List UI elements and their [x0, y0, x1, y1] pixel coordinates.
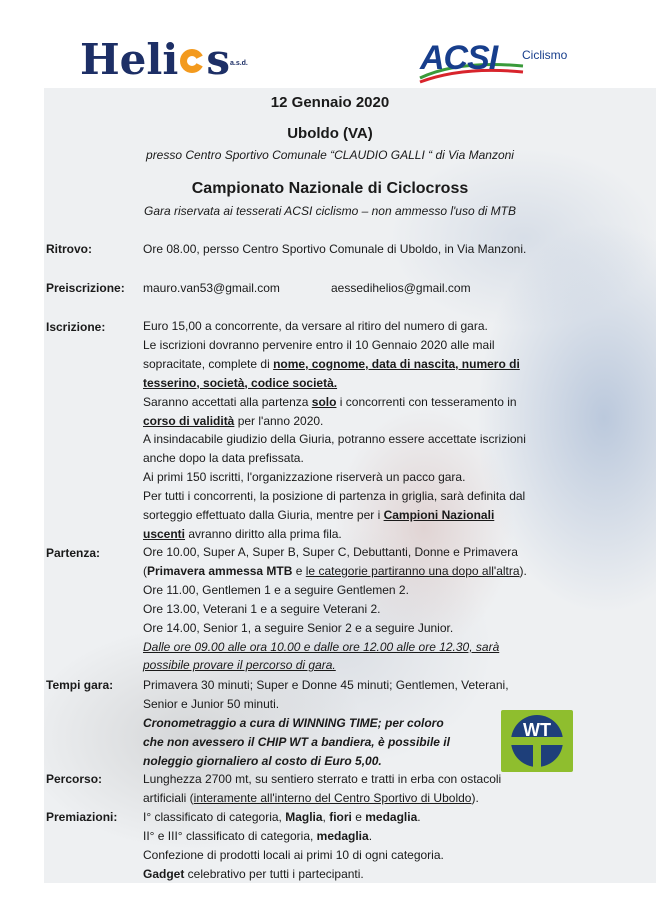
winning-time-icon — [501, 710, 573, 772]
premiazioni-line: Confezione di prodotti locali ai primi 10 di ogni categoria. — [143, 847, 444, 862]
preiscrizione-email-2: aessedihelios@gmail.com — [331, 281, 471, 295]
text-span: ). — [519, 563, 527, 578]
wt-logo-text: WT — [523, 720, 551, 740]
iscrizione-line: A insindacabile giudizio della Giuria, potranno essere accettate iscrizioni — [143, 432, 526, 447]
iscrizione-line: Le iscrizioni dovranno pervenire entro il 10 Gennaio 2020 alle mail — [143, 337, 495, 352]
iscrizione-line: Ai primi 150 iscritti, l'organizzazione riserverà un pacco gara. — [143, 470, 466, 485]
percorso-text — [143, 770, 501, 808]
premiazioni-line — [143, 865, 444, 884]
iscrizione-text — [143, 317, 526, 544]
premiazioni-label: Premiazioni: — [46, 810, 118, 824]
emphasis-text: corso di validità — [143, 413, 235, 428]
winning-time-logo — [501, 710, 573, 772]
emphasis-text: Gadget — [143, 866, 185, 881]
iscrizione-line — [143, 525, 526, 544]
timing-note: che non avessero il CHIP WT a bandiera, è possibile il — [143, 734, 450, 749]
iscrizione-line: anche dopo la data prefissata. — [143, 451, 304, 466]
helios-logo — [80, 35, 248, 84]
acsi-logo-text: ACSI — [420, 39, 498, 77]
event-place: Uboldo (VA) — [287, 125, 373, 142]
text-span: sorteggio effettuato dalla Giuria, mentre per i — [143, 508, 384, 523]
text-span: celebrativo per tutti i partecipanti. — [184, 866, 364, 881]
text-span: , — [322, 810, 330, 824]
percorso-line — [143, 789, 501, 808]
text-span: per l'anno 2020. — [234, 413, 324, 428]
text-span: . — [417, 810, 421, 824]
event-note: Gara riservata ai tesserati ACSI ciclismo – non ammesso l'uso di MTB — [144, 204, 516, 218]
text-span: artificiali ( — [143, 790, 194, 805]
event-venue: presso Centro Sportivo Comunale “CLAUDIO GALLI “ di Via Manzoni — [146, 148, 514, 162]
practice-note-2: possibile provare il percorso di gara. — [143, 658, 336, 673]
emphasis-text: medaglia — [365, 810, 418, 824]
underlined-text: le categorie partiranno una dopo all'altra — [305, 563, 520, 578]
text-span: avranno diritto alla prima fila. — [185, 526, 342, 541]
partenza-text — [143, 543, 527, 675]
required-fields-text-2: tesserino, società, codice società. — [143, 375, 338, 390]
text-span: II° e III° classificato di categoria, — [143, 828, 317, 843]
partenza-line: Ore 11.00, Gentlemen 1 e a seguire Gentlemen 2. — [143, 582, 409, 597]
iscrizione-line — [143, 412, 526, 431]
preiscrizione-label: Preiscrizione: — [46, 281, 125, 295]
ritrovo-text: Ore 08.00, persso Centro Sportivo Comunale di Uboldo, in Via Manzoni. — [143, 242, 527, 256]
percorso-label: Percorso: — [46, 772, 103, 786]
practice-note: Dalle ore 09.00 alle ora 10.00 e dalle ore 12.00 alle ore 12.30, sarà — [143, 639, 500, 654]
partenza-line: Ore 14.00, Senior 1, a seguire Senior 2 e a seguire Junior. — [143, 620, 454, 635]
iscrizione-line — [143, 393, 526, 412]
emphasis-text: solo — [311, 394, 337, 409]
tempi-line: Primavera 30 minuti; Super e Donne 45 minuti; Gentlemen, Veterani, — [143, 678, 509, 692]
partenza-label: Partenza: — [46, 546, 101, 560]
event-date: 12 Gennaio 2020 — [270, 94, 390, 111]
emphasis-text: Campioni Nazionali — [383, 508, 495, 523]
timing-note: noleggio giornaliero al costo di Euro 5,00. — [143, 753, 382, 768]
premiazioni-line — [143, 827, 444, 846]
required-fields-text: nome, cognome, data di nascita, numero di — [273, 356, 520, 371]
text-span: I° classificato di categoria, — [143, 810, 286, 824]
text-span: Saranno accettati alla partenza — [143, 394, 312, 409]
acsi-logo-subtitle: Ciclismo — [522, 48, 568, 62]
tempi-line: Senior e Junior 50 minuti. — [143, 696, 280, 711]
emphasis-text: medaglia — [316, 828, 369, 843]
text-span: ). — [471, 790, 479, 805]
text-span: sopracitate, complete di — [143, 356, 274, 371]
emphasis-text: Primavera ammessa MTB — [147, 563, 293, 578]
emphasis-text: uscenti — [143, 526, 186, 541]
text-span: ( — [143, 563, 147, 578]
helios-logo-text: Heli — [80, 35, 179, 84]
event-title: Campionato Nazionale di Ciclocross — [191, 180, 469, 197]
text-span: e — [351, 810, 366, 824]
ritrovo-label: Ritrovo: — [46, 242, 92, 256]
text-span: e — [292, 563, 306, 578]
premiazioni-text — [143, 808, 444, 884]
preiscrizione-email-1: mauro.van53@gmail.com — [143, 281, 280, 295]
emphasis-text: fiori — [329, 810, 352, 824]
sun-icon — [179, 38, 205, 82]
partenza-line: Ore 10.00, Super A, Super B, Super C, Debuttanti, Donne e Primavera — [143, 545, 518, 559]
timing-note: Cronometraggio a cura di WINNING TIME; per coloro — [143, 715, 444, 730]
iscrizione-label: Iscrizione: — [46, 320, 106, 334]
partenza-line — [143, 562, 527, 581]
helios-logo-sup: a.s.d. — [229, 60, 248, 67]
tempi-text — [143, 676, 509, 771]
iscrizione-line: Euro 15,00 a concorrente, da versare al ritiro del numero di gara. — [143, 319, 488, 333]
partenza-line: Ore 13.00, Veterani 1 e a seguire Veterani 2. — [143, 601, 381, 616]
iscrizione-line — [143, 355, 526, 374]
text-span: . — [368, 828, 373, 843]
premiazioni-line — [143, 808, 444, 827]
underlined-text: interamente all'interno del Centro Sportivo di Uboldo — [193, 790, 472, 805]
text-span: i concorrenti con tesseramento in — [336, 394, 517, 409]
emphasis-text: Maglia — [285, 810, 323, 824]
helios-logo-text-end: s — [206, 35, 230, 84]
tempi-label: Tempi gara: — [46, 678, 114, 692]
percorso-line: Lunghezza 2700 mt, su sentiero sterrato e tratti in erba con ostacoli — [143, 772, 502, 786]
iscrizione-line — [143, 506, 526, 525]
iscrizione-line: Per tutti i concorrenti, la posizione di partenza in griglia, sarà definita dal — [143, 489, 526, 504]
